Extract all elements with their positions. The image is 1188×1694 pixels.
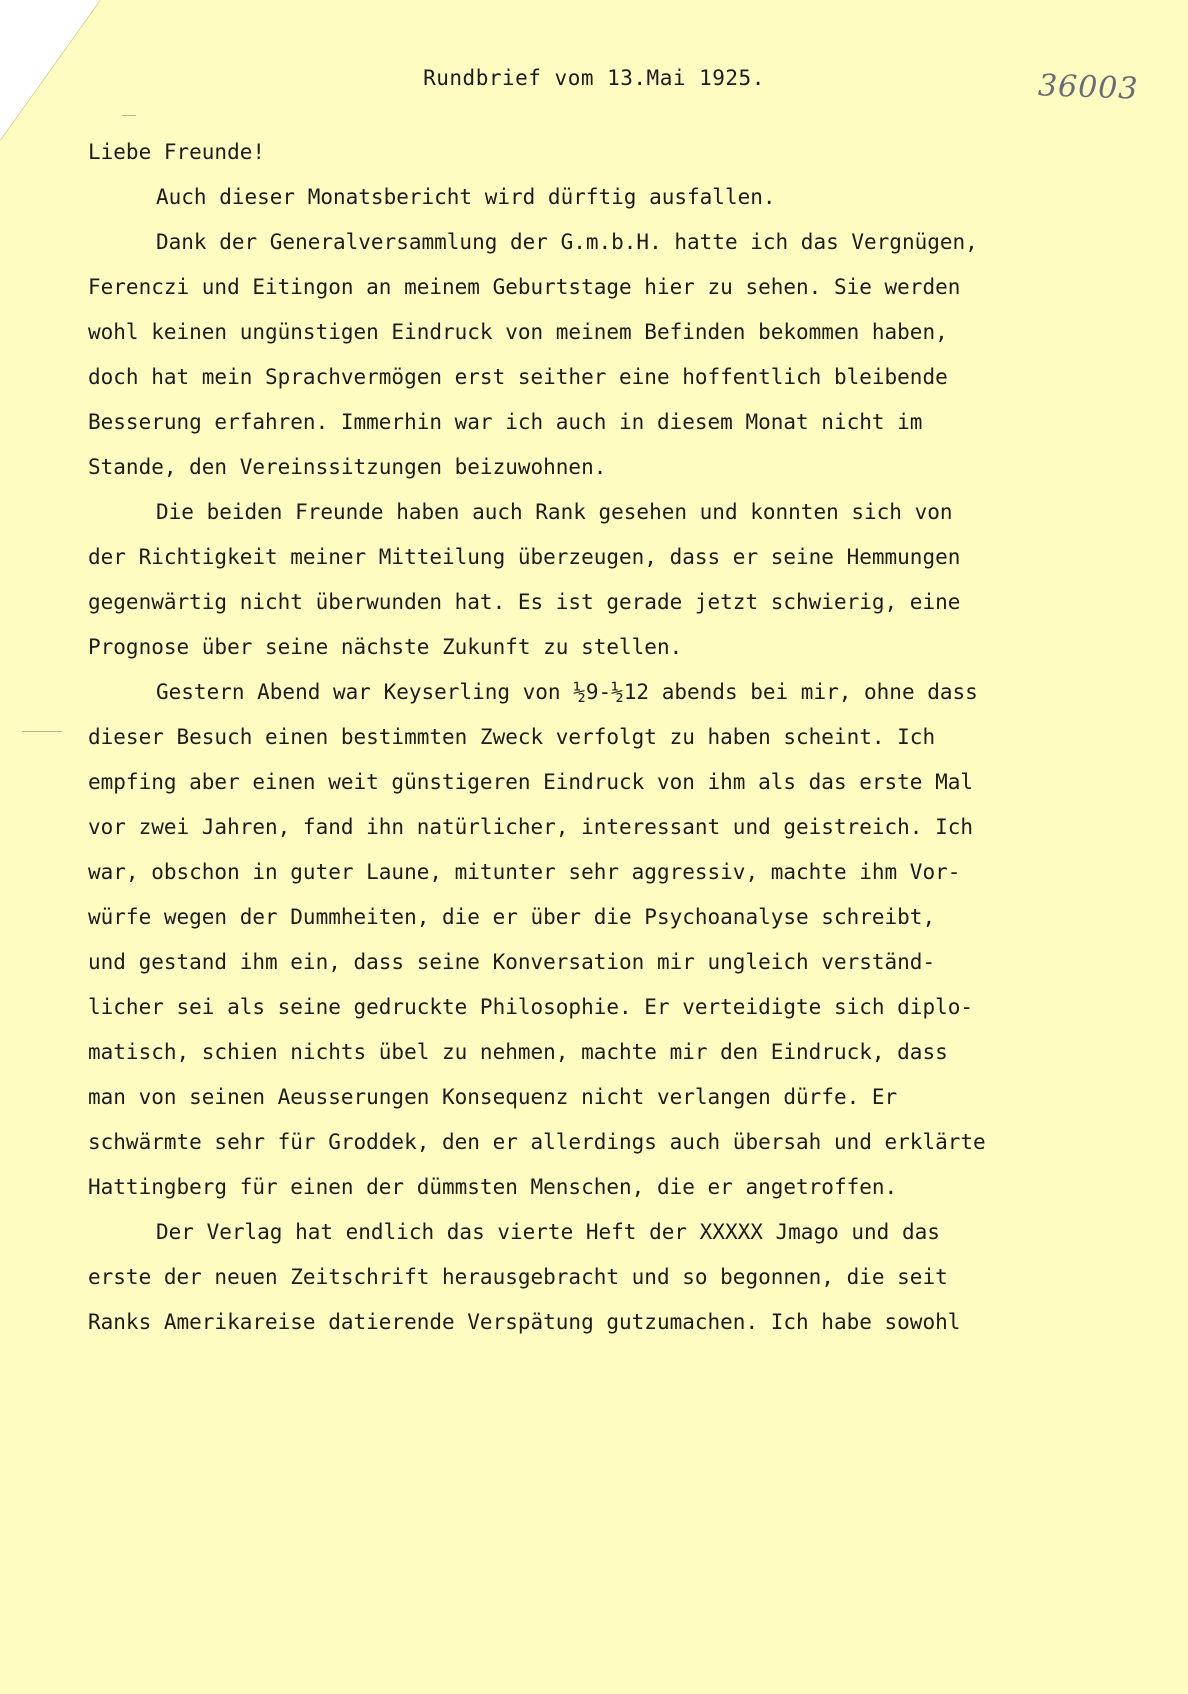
paragraph <box>88 490 1048 670</box>
text-line: und gestand ihm ein, dass seine Konversation mir ungleich verständ- <box>88 950 936 974</box>
text-line: matisch, schien nichts übel zu nehmen, machte mir den Eindruck, dass <box>88 1040 948 1064</box>
text-line: doch hat mein Sprachvermögen erst seither eine hoffentlich bleibende <box>88 365 948 389</box>
text-line: wohl keinen ungünstigen Eindruck von meinem Befinden bekommen haben, <box>88 320 948 344</box>
text-line: man von seinen Aeusserungen Konsequenz nicht verlangen dürfe. Er <box>88 1085 898 1109</box>
text-line: licher sei als seine gedruckte Philosophie. Er verteidigte sich diplo- <box>88 995 974 1019</box>
text-line: Stande, den Vereinssitzungen beizuwohnen. <box>88 455 607 479</box>
text-line: dieser Besuch einen bestimmten Zweck verfolgt zu haben scheint. Ich <box>88 725 936 749</box>
text-line: erste der neuen Zeitschrift herausgebracht und so begonnen, die seit <box>88 1265 948 1289</box>
text-line: vor zwei Jahren, fand ihn natürlicher, interessant und geistreich. Ich <box>88 815 974 839</box>
salutation: Liebe Freunde! <box>88 140 266 164</box>
text-line: Ferenczi und Eitingon an meinem Geburtstage hier zu sehen. Sie werden <box>88 275 961 299</box>
archive-number: 36003 <box>1036 68 1139 107</box>
margin-mark <box>22 731 62 732</box>
text-line: Auch dieser Monatsbericht wird dürftig ausfallen. <box>156 185 776 209</box>
text-line: Gestern Abend war Keyserling von ½9-½12 abends bei mir, ohne dass <box>156 680 978 704</box>
text-line: Prognose über seine nächste Zukunft zu stellen. <box>88 635 683 659</box>
text-line: Dank der Generalversammlung der G.m.b.H. hatte ich das Vergnügen, <box>156 230 978 254</box>
letter-body <box>88 130 1048 1345</box>
paragraph <box>88 220 1048 490</box>
text-line: Die beiden Freunde haben auch Rank gesehen und konnten sich von <box>156 500 953 524</box>
text-line: Besserung erfahren. Immerhin war ich auch in diesem Monat nicht im <box>88 410 923 434</box>
text-line: Ranks Amerikareise datierende Verspätung gutzumachen. Ich habe sowohl <box>88 1310 961 1334</box>
text-line: schwärmte sehr für Groddek, den er allerdings auch übersah und erklärte <box>88 1130 986 1154</box>
text-line: war, obschon in guter Laune, mitunter sehr aggressiv, machte ihm Vor- <box>88 860 961 884</box>
paragraph <box>88 175 1048 220</box>
text-line: würfe wegen der Dummheiten, die er über die Psychoanalyse schreibt, <box>88 905 936 929</box>
letter-heading: Rundbrief vom 13.Mai 1925. <box>423 66 765 90</box>
paragraph <box>88 1210 1048 1345</box>
text-line: Der Verlag hat endlich das vierte Heft der XXXXX Jmago und das <box>156 1220 940 1244</box>
margin-mark <box>122 115 136 116</box>
text-line: Hattingberg für einen der dümmsten Menschen, die er angetroffen. <box>88 1175 898 1199</box>
text-line: gegenwärtig nicht überwunden hat. Es ist gerade jetzt schwierig, eine <box>88 590 961 614</box>
text-line: empfing aber einen weit günstigeren Eindruck von ihm als das erste Mal <box>88 770 974 794</box>
paragraph <box>88 670 1048 1210</box>
text-line: der Richtigkeit meiner Mitteilung überzeugen, dass er seine Hemmungen <box>88 545 961 569</box>
